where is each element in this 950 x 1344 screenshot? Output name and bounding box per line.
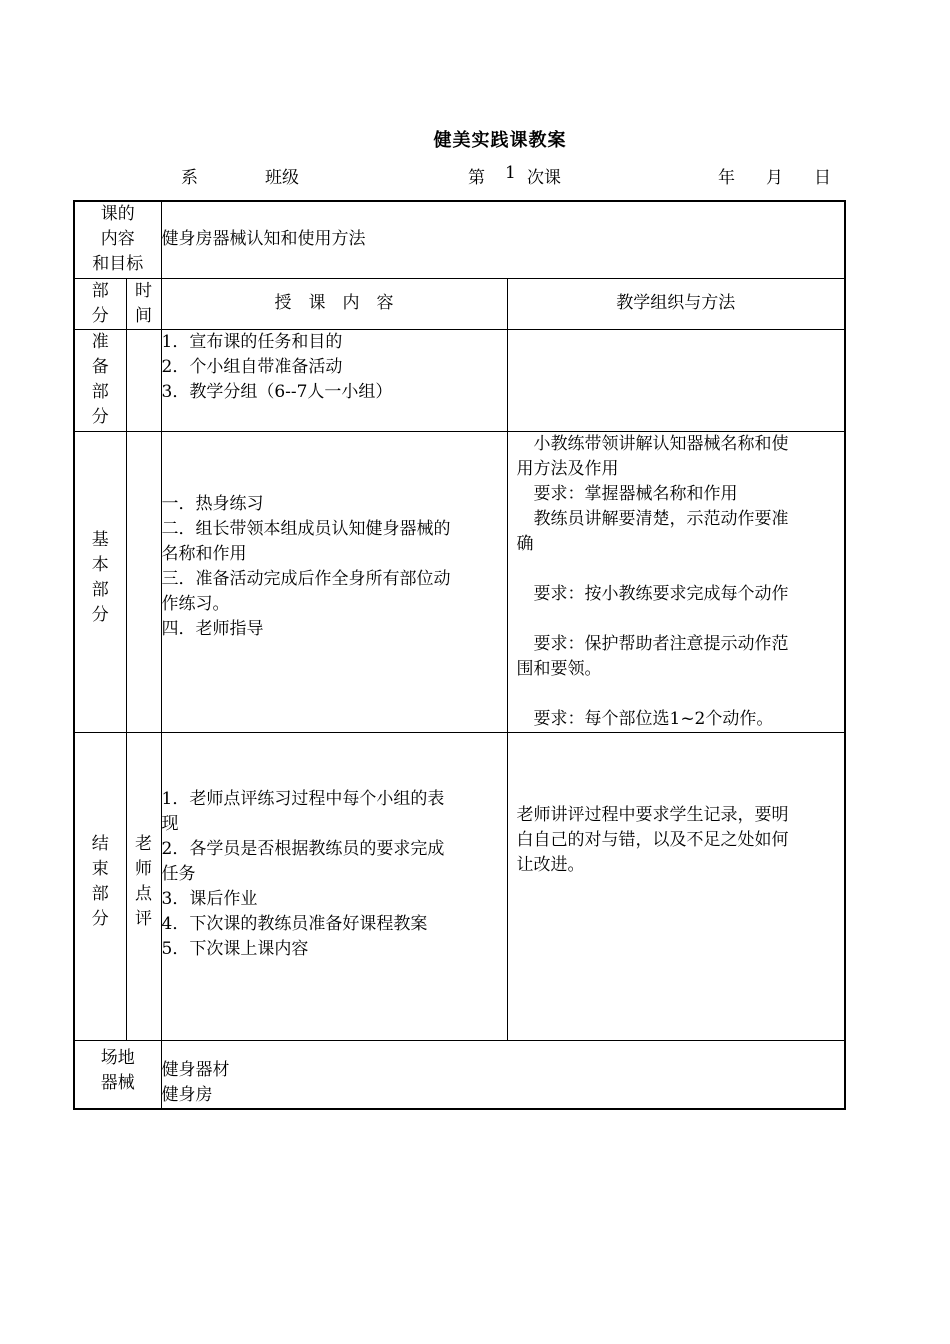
header-month: 月 [766, 168, 783, 188]
prep-method [507, 329, 845, 431]
prep-row [74, 329, 845, 431]
prep-section-label: 准 备 部 分 [74, 329, 126, 431]
basic-section-label: 基 本 部 分 [74, 431, 126, 732]
prep-time [126, 329, 161, 431]
end-method: 老师讲评过程中要求学生记录，要明 白自己的对与错，以及不足之处如何 让改进。 [507, 732, 845, 1040]
objective-label: 课的 内容 和目标 [74, 201, 161, 278]
header-department: 系 [181, 168, 198, 188]
header-lesson-suffix: 次课 [527, 168, 561, 188]
lesson-plan-table [73, 200, 846, 1110]
header-day: 日 [814, 168, 831, 188]
header-year: 年 [718, 168, 735, 188]
venue-label: 场地 器械 [74, 1040, 161, 1109]
basic-method: 小教练带领讲解认知器械名称和使 用方法及作用 要求：掌握器械名称和作用 教练员讲解要清楚，示范动作要准 确 要求：按小教练要求完成每个动作 要求：保护帮助者注意提示动作范 围和要领。 要求：每个部位选1~2个动作。 [507, 431, 845, 732]
venue-row [74, 1040, 845, 1109]
header-lesson-number: 1 [505, 163, 516, 183]
end-time-label: 老 师 点 评 [126, 732, 161, 1040]
venue-content: 健身器材 健身房 [161, 1040, 845, 1109]
section-header: 部 分 [74, 278, 126, 329]
basic-time [126, 431, 161, 732]
header-class: 班级 [265, 168, 299, 188]
content-header: 授 课 内 容 [161, 278, 507, 329]
end-row [74, 732, 845, 1040]
objective-content: 健身房器械认知和使用方法 [161, 201, 845, 278]
time-header: 时 间 [126, 278, 161, 329]
prep-content: 1．宣布课的任务和目的 2．个小组自带准备活动 3．教学分组（6--7人一小组） [161, 329, 507, 431]
end-content: 1．老师点评练习过程中每个小组的表 现 2．各学员是否根据教练员的要求完成 任务 3．课后作业 4．下次课的教练员准备好课程教案 5．下次课上课内容 [161, 732, 507, 1040]
method-header: 教学组织与方法 [507, 278, 845, 329]
objective-row [74, 201, 845, 278]
basic-content: 一．热身练习 二．组长带领本组成员认知健身器械的 名称和作用 三．准备活动完成后作全身所有部位动 作练习。 四．老师指导 [161, 431, 507, 732]
header-row [74, 278, 845, 329]
document-title: 健美实践课教案 [433, 130, 567, 151]
basic-row [74, 431, 845, 732]
end-section-label: 结 束 部 分 [74, 732, 126, 1040]
header-lesson-prefix: 第 [468, 168, 485, 188]
